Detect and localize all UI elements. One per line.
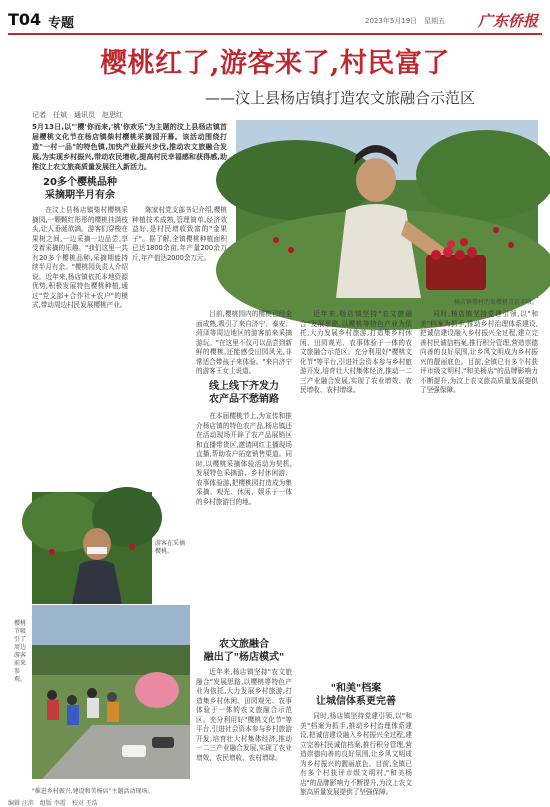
column-1-paragraph: 在汶上县杨店镇柴村樱桃采摘园,一颗颗红彤彤的樱桃挂满枝头,让人垂涎欲滴。游客们穿梭在果树之间,一边采摘一边品尝,享受着采摘的乐趣。"我们这里一共有20多个樱桃品种,采摘期能持续半月有余。"樱桃园负责人介绍说。近年来,杨店镇依托本地资源优势,积极发展特色樱桃种植,通过"党支部+合作社+农户"的模式,带动周边村民发展樱桃产业。 — [32, 206, 128, 309]
column-3c-paragraph: 近年来,杨店镇坚持"农文旅融合"发展思路,以樱桃等特色产业为依托,大力发展乡村旅游,打造集乡村休闲、田园观光、农事体验于一体的农文旅融合示范区。充分利用好"樱桃文化节"等平台,引进社会资本参与乡村旅游开发,培育壮大村集体经济,推动一二三产业融合发展,实现了农业增效、农民增收、农村增绿。 — [196, 668, 292, 762]
column-5-paragraph: 同时,杨店镇坚持党建引领,以"和美"档案为抓手,推动乡村治理体系建设,把诚信建设融入乡村振兴全过程,建立完善村民诚信档案,推行积分管理,营造崇德向善的良好氛围,让乡风文明成为乡村振兴的靓丽底色。目前,全镇已有多个村获评市级文明村,"和美杨店"的品牌影响力不断提升,为汶上农文旅高质量发展提供了坚强保障。 — [420, 310, 538, 394]
column-4b — [300, 712, 412, 796]
column-4b-paragraph: 同时,杨店镇坚持党建引领,以"和美"档案为抓手,推动乡村治理体系建设,把诚信建设融入乡村振兴全过程,建立完善村民诚信档案,推行积分管理,营造崇德向善的良好氛围,让乡风文明成为乡村振兴的靓丽底色。目前,全镇已有多个村获评市级文明村,"和美杨店"的品牌影响力不断提升,为汶上农文旅高质量发展提供了坚强保障。 — [300, 712, 412, 796]
page-footer: 编辑 汪滨 组版 李霞 校对 王浩 — [8, 800, 98, 807]
photo1-caption: 杨店镇柴村的果樱桃喜获丰收。 — [453, 299, 538, 306]
subheading-varieties — [32, 176, 128, 202]
column-3b — [196, 412, 292, 592]
subheading-sales-text: 线上线下齐发力 农产品不愁销路 — [209, 381, 279, 405]
column-3b-paragraph: 在本届樱桃节上,为宣传和推介杨店镇的特色农产品,杨店镇还在活动现场开辟了农产品展销区和直播带货区,邀请网红主播现场直播,帮助农户拓宽销售渠道。同时,以樱桃采摘体验活动为契机,发展特色采摘游、乡村休闲游、农事体验游,把樱桃园打造成为集采摘、观光、休闲、娱乐于一体的乡村旅游目的地。 — [196, 412, 292, 506]
column-1b-paragraph: 陈家村党支部书记介绍,樱桃种植技术成熟,管理简单,经济效益好,是村民增收致富的"金果子"。据了解,全镇樱桃种植面积已达1800余亩,年产量200余万斤,年产值达2000余万元。 — [132, 206, 227, 262]
subheading-sales — [196, 380, 292, 406]
lead-paragraph: 5月13日,以"'樱'你而来,'桃'你欢乐"为主题的汶上县杨店镇首届樱桃文化节在杨店镇柴村樱桃采摘园开幕。该活动围绕打造"一村一品"的特色镇,加快产业振兴步伐,推动农文旅融合发展,为实现乡村振兴,带动农民增收,提高村民幸福感和获得感,助推汶上农文旅高质量发展注入新活力。 — [32, 123, 227, 171]
column-4 — [300, 310, 412, 640]
byline: 记者 任斌 通讯员 赵思红 — [32, 111, 123, 119]
subheading-model — [196, 638, 292, 664]
column-3-paragraph: 目前,樱桃园内的樱桃已经全面成熟,吸引了来自济宁、泰安、菏泽等周边地区的游客前来采摘游玩。"在这里不仅可以品尝到新鲜的樱桃,还能感受田园风光,非常适合带孩子来体验。"来自济宁的游客王女士说道。 — [196, 310, 292, 375]
header-rule — [8, 33, 542, 35]
column-4-paragraph: 近年来,杨店镇坚持"农文旅融合"发展思路,以樱桃等特色产业为依托,大力发展乡村旅游,打造集乡村休闲、田园观光、农事体验于一体的农文旅融合示范区。充分利用好"樱桃文化节"等平台,引进社会资本参与乡村旅游开发,培育壮大村集体经济,推动一二三产业融合发展,实现了农业增效、农民增收、农村增绿。 — [300, 310, 412, 394]
photo2-caption: 游客在采摘樱桃。 — [155, 540, 186, 555]
subheading-archive — [300, 682, 412, 708]
picking-photo — [32, 492, 152, 604]
page-number: T04 — [8, 10, 42, 29]
subheading-model-text: 农文旅融合 融出了"杨店模式" — [203, 639, 285, 663]
subheading-varieties-text: 20多个樱桃品种 采摘期半月有余 — [43, 177, 117, 201]
bottom-caption: "推进乡村振兴,建设和美杨店"主题活动现场。 — [32, 788, 154, 795]
crowd-photo — [32, 605, 190, 779]
cherry-harvest-photo — [236, 120, 538, 298]
column-5 — [420, 310, 538, 780]
article-title: 樱桃红了,游客来了,村民富了 — [100, 48, 450, 79]
section-name: 专题 — [48, 16, 75, 31]
issue-date: 2023年5月19日 星期五 — [365, 17, 446, 25]
column-3c — [196, 668, 292, 780]
page-header — [0, 0, 550, 34]
photo3-caption: 樱桃节吸引了周边游客前来参观。 — [14, 620, 27, 683]
column-1 — [32, 206, 128, 488]
newspaper-masthead: 广东侨报 — [477, 12, 538, 30]
article-subtitle: ——汶上县杨店镇打造农文旅融合示范区 — [204, 89, 475, 107]
subheading-archive-text: "和美"档案 让城信体系更完善 — [316, 683, 396, 707]
